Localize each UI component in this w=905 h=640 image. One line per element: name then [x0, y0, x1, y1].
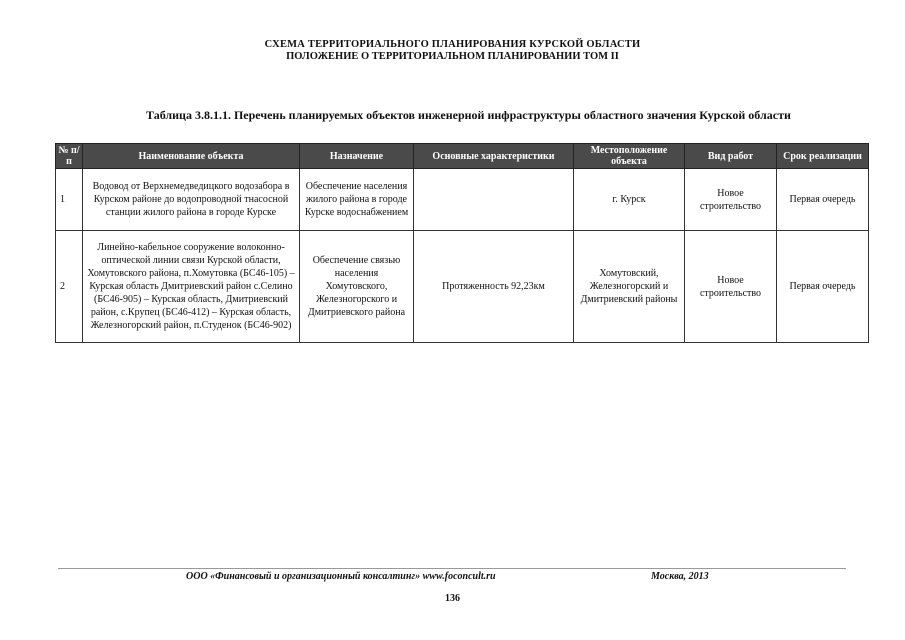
- object-term: Первая очередь: [777, 169, 869, 231]
- column-header-number: № п/п: [56, 144, 83, 169]
- table-title: Таблица 3.8.1.1. Перечень планируемых объектов инженерной инфраструктуры областного значения Курской области: [146, 108, 791, 122]
- document-header-line2: ПОЛОЖЕНИЕ О ТЕРРИТОРИАЛЬНОМ ПЛАНИРОВАНИИ ТОМ II: [286, 51, 619, 62]
- row-number: 2: [56, 231, 83, 343]
- object-location: г. Курск: [574, 169, 685, 231]
- object-work-type: Новое строительство: [685, 231, 777, 343]
- table-row: [56, 231, 869, 343]
- column-header-location: Местоположение объекта: [574, 144, 685, 169]
- object-name: Линейно-кабельное сооружение волоконно-оптической линии связи Курской области, Хомутовского района, п.Хомутовка (БС46-105) – Курская область Дмитриевский район с.Селино (БС46-905) – Курская область, Дмитриевский район, с.Крупец (БС46-412) – Курская область, Железногорский район, п.Студенок (БС46-902): [83, 231, 300, 343]
- document-header-line1: СХЕМА ТЕРРИТОРИАЛЬНОГО ПЛАНИРОВАНИЯ КУРСКОЙ ОБЛАСТИ: [264, 39, 641, 50]
- object-name: Водовод от Верхнемедведицкого водозабора в Курском районе до водопроводной тнасосной станции жилого района в городе Курске: [83, 169, 300, 231]
- column-header-term: Срок реализации: [777, 144, 869, 169]
- object-purpose: Обеспечение населения жилого района в городе Курске водоснабжением: [300, 169, 414, 231]
- object-purpose: Обеспечение связью населения Хомутовского, Железногорского и Дмитриевского района: [300, 231, 414, 343]
- column-header-work-type: Вид работ: [685, 144, 777, 169]
- column-header-purpose: Назначение: [300, 144, 414, 169]
- footer-divider: [58, 568, 846, 569]
- object-characteristics: Протяженность 92,23км: [414, 231, 574, 343]
- footer-company: ООО «Финансовый и организационный консалтинг» www.foconcult.ru: [186, 571, 496, 582]
- infrastructure-table: [55, 143, 869, 343]
- object-location: Хомутовский, Железногорский и Дмитриевский районы: [574, 231, 685, 343]
- object-characteristics: [414, 169, 574, 231]
- page-number: 136: [445, 593, 460, 604]
- table-header-row: [56, 144, 869, 169]
- object-term: Первая очередь: [777, 231, 869, 343]
- row-number: 1: [56, 169, 83, 231]
- column-header-name: Наименование объекта: [83, 144, 300, 169]
- object-work-type: Новое строительство: [685, 169, 777, 231]
- table-row: [56, 169, 869, 231]
- footer-city-year: Москва, 2013: [651, 571, 709, 582]
- column-header-characteristics: Основные характеристики: [414, 144, 574, 169]
